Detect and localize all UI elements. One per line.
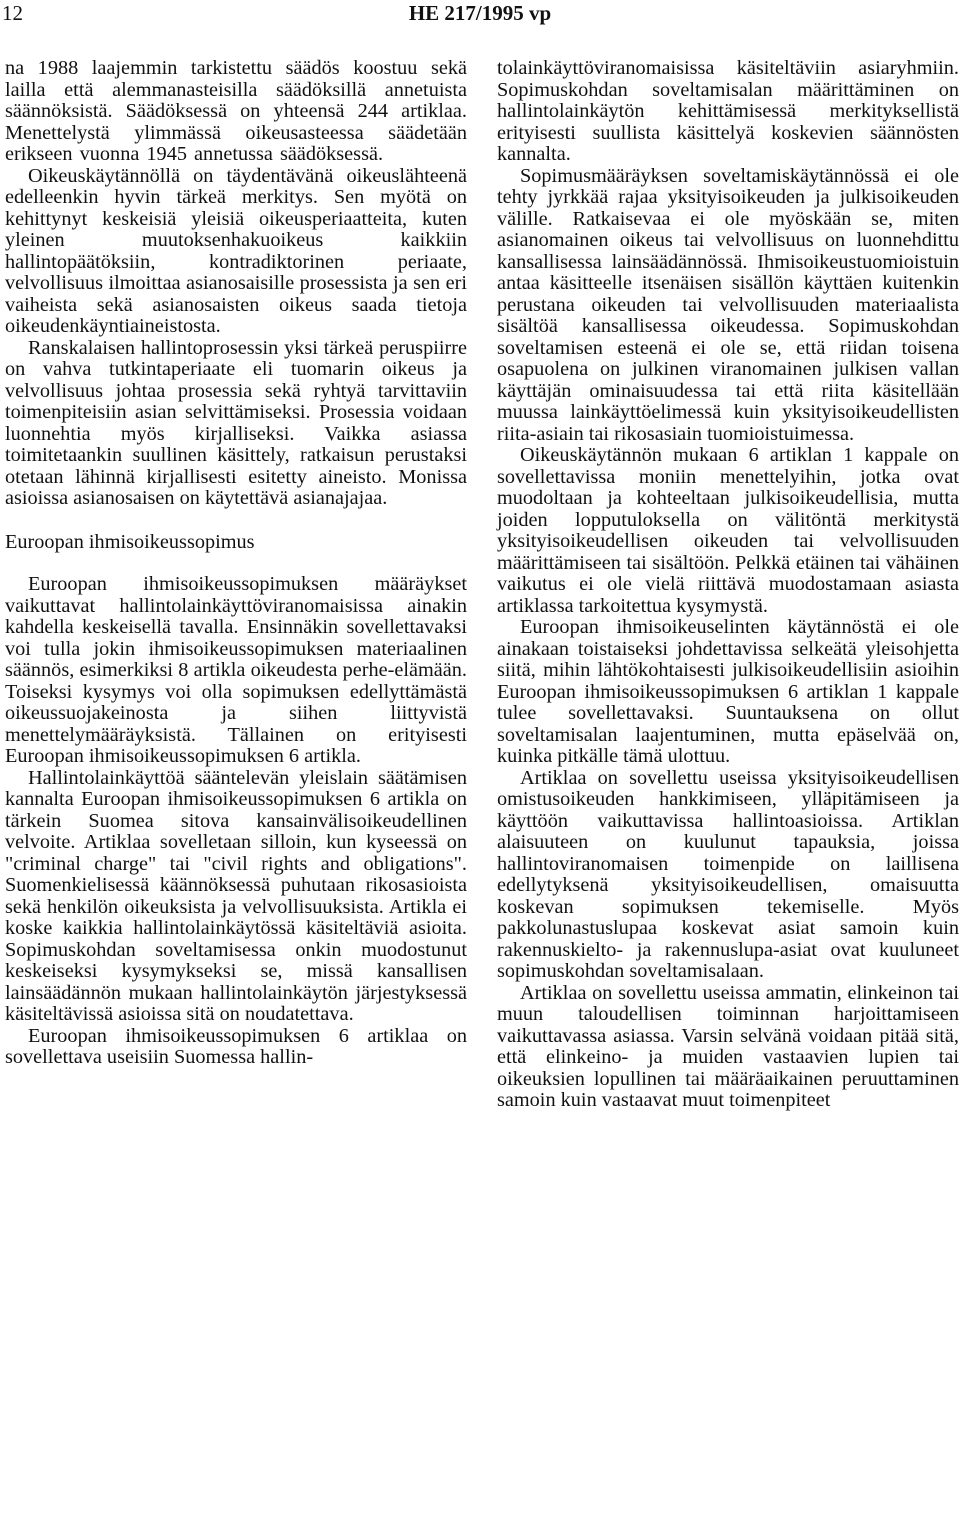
paragraph: Oikeuskäytännöllä on täydentävänä oikeuslähteenä edelleenkin hyvin tärkeä merkitys. Sen myötä on kehittynyt keskeisiä yleisiä oikeusperiaatteita, kuten yleinen muutoksenhakuoikeus kaikkiin hallintopäätöksiin, kontradiktorinen periaate, velvollisuus ilmoittaa asianosaisille prosessista ja sen eri vaiheista sekä asianosaisten oikeus saada tietoja oikeudenkäyntiaineistosta.: [5, 164, 467, 337]
paragraph: Sopimusmääräyksen soveltamiskäytännössä ei ole tehty jyrkkää rajaa yksityisoikeuden ja julkisoikeuden välille. Ratkaisevaa ei ole myöskään se, miten asianomainen oikeus tai velvollisuus on luonnehdittu kansallisessa lainsäädännössä. Ihmisoikeustuomioistuin antaa käsitteelle itsenäisen sisällön käyttäen kuitenkin perustana oikeuden tai velvollisuuden materiaalista sisältöä kansallisessa oikeudessa. Sopimuskohdan soveltamisen esteenä ei ole se, että riidan toisena osapuolena on julkinen viranomainen julkisen vallan käyttäjän ominaisuudessa tai että riita käsitellään muussa lainkäyttöelimessä kuin yksityisoikeudellisten riita-asiain tai rikosasiain tuomioistuimessa.: [497, 164, 959, 445]
right-column: [497, 58, 959, 1112]
paragraph: na 1988 laajemmin tarkistettu säädös koostuu sekä lailla että alemmanasteisilla säädöksillä annetuista säännöksistä. Säädöksessä on yhteensä 244 artiklaa. Menettelystä ylimmässä oikeusasteessa säädetään erikseen vuonna 1945 annetussa säädöksessä.: [5, 57, 467, 165]
paragraph: Euroopan ihmisoikeussopimuksen 6 artiklaa on sovellettava useisiin Suomessa hallin-: [5, 1024, 467, 1068]
paragraph: Euroopan ihmisoikeussopimuksen määräykset vaikuttavat hallintolainkäyttöviranomaisissa ainakin kahdella keskeisellä tavalla. Ensinnäkin sovellettavaksi voi tulla jokin ihmisoikeussopimuksen materiaalinen säännös, esimerkiksi 8 artikla oikeudesta perhe-elämään. Toiseksi kysymys voi olla sopimuksen edellyttämästä oikeussuojakeinosta ja siihen liittyvistä menettelymääräyksistä. Tällainen on erityisesti Euroopan ihmisoikeussopimuksen 6 artikla.: [5, 573, 467, 767]
paragraph: Ranskalaisen hallintoprosessin yksi tärkeä peruspiirre on vahva tutkintaperiaate eli tuomarin oikeus ja velvollisuus johtaa prosessia sekä ryhtyä tarvittaviin toimenpiteisiin asian selvittämiseksi. Prosessia voidaan luonnehtia myös kirjalliseksi. Vaikka asiassa toimitetaankin suullinen käsittely, ratkaisun perustaksi otetaan lähinnä kirjallisesti esitetty aineisto. Monissa asioissa asianosaisen on käytettävä asianajajaa.: [5, 336, 467, 509]
paragraph: tolainkäyttöviranomaisissa käsiteltäviin asiaryhmiin. Sopimuskohdan soveltamisalan määrittäminen on hallintolainkäytön kehittämisessä merkityksellistä erityisesti suullista käsittelyä koskevien säännösten kannalta.: [497, 57, 959, 165]
paragraph: Hallintolainkäyttöä sääntelevän yleislain säätämisen kannalta Euroopan ihmisoikeussopimuksen 6 artikla on tärkein Suomea sitova kansainvälisoikeudellinen velvoite. Artiklaa sovelletaan silloin, kun kyseessä on "criminal charge" tai "civil rights and obligations". Suomenkielisessä käännöksessä puhutaan rikosasioista sekä henkilön oikeuksista ja velvollisuuksista. Artikla ei koske kaikkia hallintolainkäytössä käsiteltäviä asioita. Sopimuskohdan soveltamisessa onkin muodostunut keskeiseksi kysymykseksi se, missä kansallisen lainsäädännön mukaan hallintolainkäytön järjestyksessä käsiteltävissä asioissa sitä on noudatettava.: [5, 766, 467, 1025]
paragraph: Oikeuskäytännön mukaan 6 artiklan 1 kappale on sovellettavissa moniin menettelyihin, jotka ovat muodoltaan ja kohteeltaan julkisoikeudellisia, mutta joiden lopputuloksella on välitöntä merkitystä yksityisoikeudellisen oikeuden tai velvollisuuden määrittämiseen tai sisältöön. Pelkkä etäinen tai vähäinen vaikutus ei ole vielä riittävä muodostamaan asiasta artiklassa tarkoitettua kysymystä.: [497, 444, 959, 617]
page-header: [0, 0, 960, 40]
left-column: [5, 58, 467, 1069]
paragraph: Artiklaa on sovellettu useissa yksityisoikeudellisen omistusoikeuden hankkimiseen, ylläpitämiseen ja käyttöön vaikuttavissa hallintoasioissa. Artiklan alaisuuteen on kuulunut tapauksia, joissa hallintoviranomaisen toimenpide on laillisena edellytyksenä yksityisoikeudellisen, omaisuutta koskevan sopimuksen tekemiselle. Myös pakkolunastuslupaa koskevat asiat samoin kuin rakennuskielto- ja rakennuslupa-asiat ovat kuuluneet sopimuskohdan soveltamisalaan.: [497, 766, 959, 982]
document-id: HE 217/1995 vp: [408, 1, 552, 25]
paragraph: Euroopan ihmisoikeuselinten käytännöstä ei ole ainakaan toistaiseksi johdettavissa selkeätä yleisohjetta siitä, mihin lähtökohtaisesti julkisoikeudellisiin asioihin Euroopan ihmisoikeussopimuksen 6 artiklan 1 kappale tulee sovellettavaksi. Suuntauksena on ollut soveltamisalan laajentuminen, mutta epäselvää on, kuinka pitkälle tämä ulottuu.: [497, 616, 959, 767]
section-heading: Euroopan ihmisoikeussopimus: [5, 530, 255, 553]
paragraph: Artiklaa on sovellettu useissa ammatin, elinkeinon tai muun taloudellisen toiminnan harjoittamiseen vaikuttavassa asiassa. Varsin selvänä voidaan pitää sitä, että elinkeino- ja muiden vastaavien lupien tai oikeuksien lopullinen tai määräaikainen peruuttaminen samoin kuin vastaavat muut toimenpiteet: [497, 981, 959, 1111]
page-number: 12: [2, 1, 23, 25]
